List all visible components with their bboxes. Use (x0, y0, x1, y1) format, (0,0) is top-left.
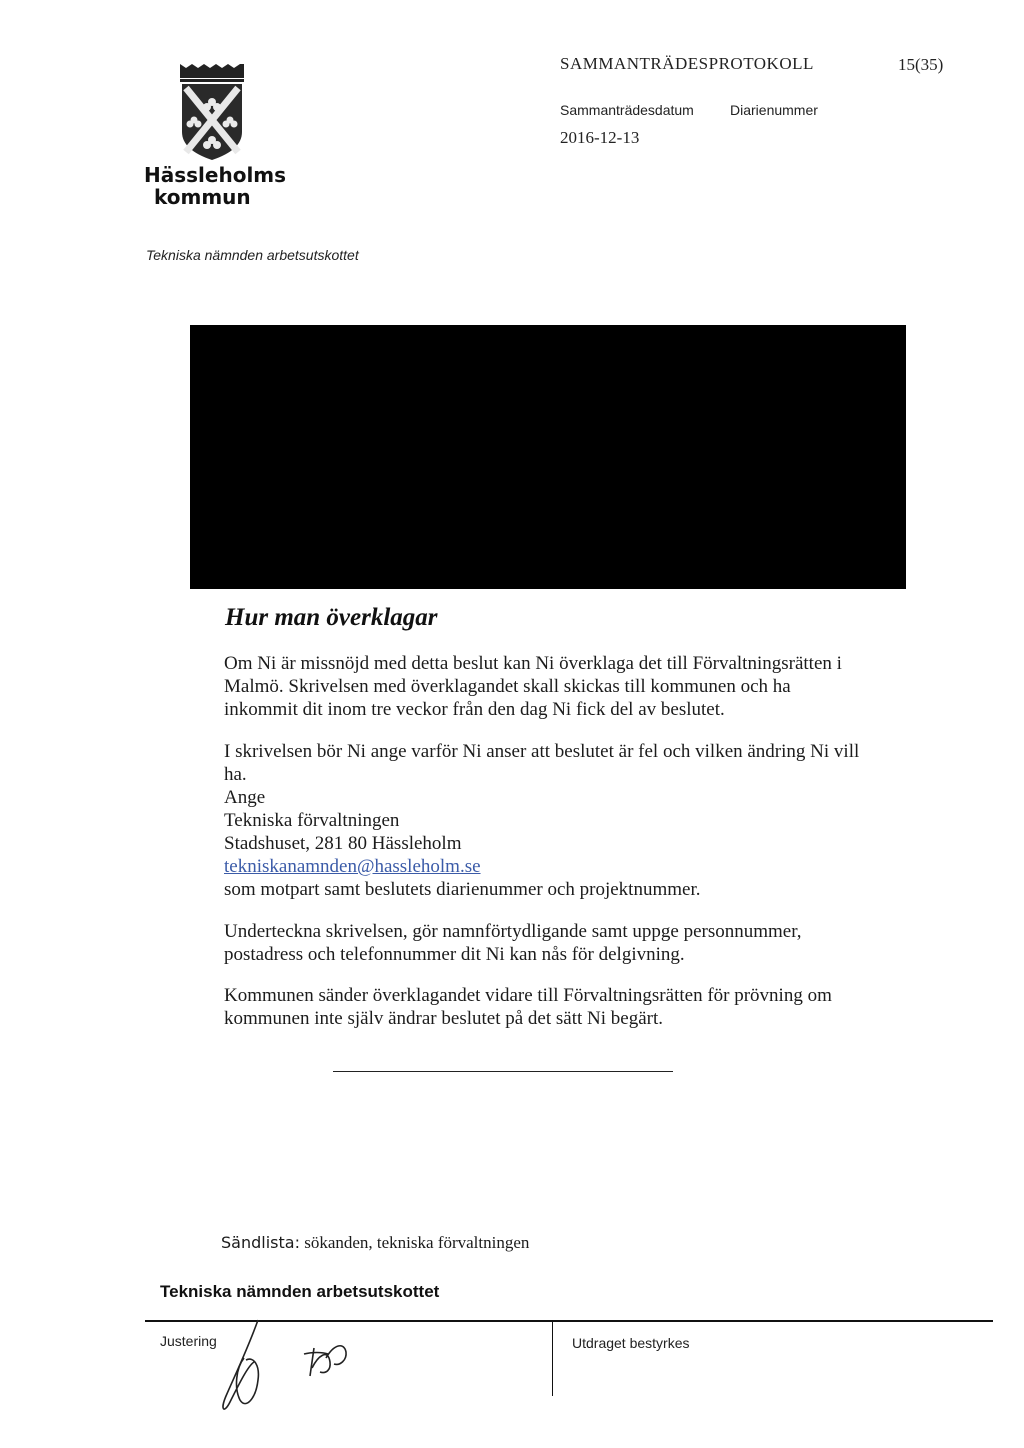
municipality-name (144, 164, 286, 208)
meeting-date-label: Sammanträdesdatum (560, 102, 694, 118)
handwritten-initials-signature (200, 1318, 370, 1418)
paragraph-tail: som motpart samt beslutets diarienummer och projektnummer. (224, 879, 701, 900)
meeting-date-value: 2016-12-13 (560, 128, 640, 147)
crown-icon (180, 64, 244, 82)
appeal-paragraph-1 (224, 652, 864, 721)
appeal-heading: Hur man överklagar (225, 604, 438, 631)
distribution-list (221, 1233, 529, 1253)
page-number: 15(35) (898, 55, 944, 74)
municipality-name-line2: kommun (154, 185, 251, 209)
appeal-paragraph-4 (224, 984, 864, 1030)
distribution-list-label: Sändlista: (221, 1233, 300, 1252)
municipality-coat-of-arms (176, 62, 248, 162)
paragraph-text: Om Ni är missnöjd med detta beslut kan Ni överklaga det till Förvaltningsrätten i Malmö. Skrivelsen med överklagandet skall skickas till kommunen och ha inkommit dit inom tre veckor från den dag Ni fick del av beslutet. (224, 653, 842, 720)
email-link[interactable]: tekniskanamnden@hassleholm.se (224, 856, 481, 877)
paragraph-text: Underteckna skrivelsen, gör namnförtydligande samt uppge personnummer, postadress och telefonnummer dit Ni kan nås för delgivning. (224, 921, 802, 965)
distribution-list-recipients: sökanden, tekniska förvaltningen (304, 1233, 530, 1252)
footer-column-divider (552, 1320, 553, 1396)
certified-extract-label: Utdraget bestyrkes (572, 1335, 690, 1351)
section-divider (333, 1071, 673, 1072)
address-organization: Tekniska förvaltningen (224, 810, 400, 831)
paragraph-intro: I skrivelsen bör Ni ange varför Ni anser att beslutet är fel och vilken ändring Ni vill ha. (224, 741, 860, 785)
appeal-paragraph-3 (224, 920, 864, 966)
committee-name-header: Tekniska nämnden arbetsutskottet (146, 247, 359, 263)
redacted-block (190, 325, 906, 589)
diarie-number-label: Diarienummer (730, 102, 818, 118)
justering-label: Justering (160, 1333, 217, 1349)
paragraph-text: Kommunen sänder överklagandet vidare till Förvaltningsrätten för prövning om kommunen inte själv ändrar beslutet på det sätt Ni begärt. (224, 985, 832, 1029)
address-street: Stadshuset, 281 80 Hässleholm (224, 833, 462, 854)
appeal-paragraph-2 (224, 740, 864, 901)
paragraph-ange: Ange (224, 787, 266, 808)
municipality-name-line1: Hässleholms (144, 163, 287, 187)
document-type: SAMMANTRÄDESPROTOKOLL (560, 54, 814, 73)
committee-name-footer: Tekniska nämnden arbetsutskottet (160, 1282, 440, 1301)
